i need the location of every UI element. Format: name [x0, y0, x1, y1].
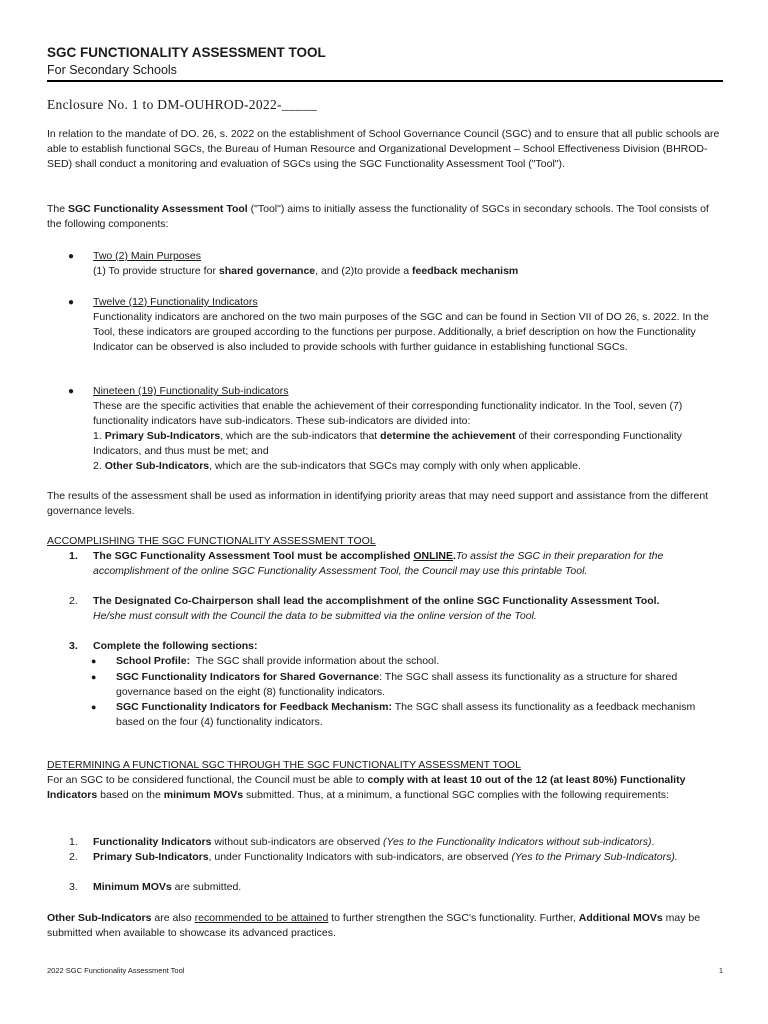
bullet-icon: ● — [68, 386, 75, 397]
results-paragraph: The results of the assessment shall be used as information in identifying priority areas that may need support and assistance from the different governance levels. — [47, 490, 709, 517]
text-span: of their corresponding Functionality Indicators, and thus must be met; and — [93, 430, 682, 457]
req-number: 2. — [69, 851, 78, 863]
bold-span: determine the achievement — [380, 430, 516, 442]
intro-paragraph: In relation to the mandate of DO. 26, s. 2022 on the establishment of School Governance Council (SGC) and to ensure that all public schools are able to establish functional SGCs, the Bureau of Human Resource and Organizational Development – School Effectiveness Division (BHROD-SED) shall conduct a monitoring and evaluation of SGCs using the SGC Functionality Assessment Tool ("Tool"). — [47, 128, 720, 170]
component-body — [93, 249, 723, 279]
bold-span: The SGC Functionality Assessment Tool must be accomplished — [93, 550, 414, 562]
bold-span: Primary Sub-Indicators — [104, 430, 221, 442]
step-number: 2. — [69, 595, 78, 607]
component-heading: Nineteen (19) Functionality Sub-indicators — [93, 385, 289, 397]
italic-span: (Yes to the Primary Sub-Indicators). — [511, 851, 678, 863]
italic-span: He/she must consult with the Council the data to be submitted via the online version of the Tool. — [93, 610, 537, 622]
bold-span: Primary Sub-Indicators — [93, 851, 209, 863]
step-number: 1. — [69, 550, 78, 562]
component-heading: Twelve (12) Functionality Indicators — [93, 296, 258, 308]
determining-paragraph — [47, 773, 723, 803]
bullet-icon: ● — [91, 656, 97, 666]
component-text: Functionality indicators are anchored on the two main purposes of the SGC and can be found in Section VII of DO 26, s. 2022. In the Tool, these indicators are grouped according to the functions per purpose. Additionally, a brief description on how the Functionality Indicator can be observed is also included to provide schools with further guidance in establishing functional SGCs. — [93, 311, 709, 353]
text-span: are also — [151, 912, 195, 924]
underlined-span: recommended to be attained — [194, 912, 329, 924]
req-body — [93, 850, 723, 865]
section-body — [116, 654, 701, 669]
bold-span: minimum MOVs — [163, 789, 244, 801]
bold-span: The Designated Co-Chairperson shall lead the accomplishment of the online SGC Functionality Assessment Tool. — [93, 595, 660, 607]
bullet-icon: ● — [68, 297, 75, 308]
text-span: without sub-indicators are observed — [211, 836, 384, 848]
bullet-icon: ● — [91, 702, 97, 712]
bullet-icon: ● — [68, 251, 75, 262]
text-span: (1) To provide structure for — [93, 265, 219, 277]
text-span: based on the — [97, 789, 164, 801]
italic-span: To assist the SGC in their preparation for the accomplishment of the online SGC Functionality Assessment Tool, the Council may use this printable Tool. — [93, 550, 664, 577]
text-span: The SGC shall provide information about the school. — [190, 655, 440, 667]
text-span: , which are the sub-indicators that — [220, 430, 381, 442]
component-body — [93, 384, 723, 474]
bold-span: Additional MOVs — [578, 912, 663, 924]
text-span: , and (2)to provide a — [315, 265, 413, 277]
bold-span: Other Sub-Indicators — [104, 460, 210, 472]
document-title: SGC FUNCTIONALITY ASSESSMENT TOOL — [47, 45, 326, 60]
req-number: 1. — [69, 836, 78, 848]
sub-indicator-type-2 — [93, 459, 723, 474]
step-body — [93, 594, 723, 624]
bold-span: School Profile: — [116, 655, 191, 667]
bold-span: Complete the following sections: — [93, 640, 258, 652]
step-number: 3. — [69, 640, 78, 652]
italic-span: (Yes to the Functionality Indicators without sub-indicators) — [383, 836, 652, 848]
bold-span: Functionality Indicators — [93, 836, 212, 848]
text-span: 1. — [93, 430, 105, 442]
text-span: to further strengthen the SGC's functionality. Further, — [328, 912, 579, 924]
text-span: . — [651, 836, 655, 848]
text-span: submitted. Thus, at a minimum, a functional SGC complies with the following requirements: — [243, 789, 669, 801]
req-body — [93, 880, 723, 895]
bullet-icon: ● — [91, 672, 97, 682]
tool-paragraph-pre: The — [47, 203, 69, 215]
bold-span: Other Sub-Indicators — [47, 912, 152, 924]
bold-span: SGC Functionality Indicators for Feedback Mechanism: — [116, 701, 392, 713]
component-text — [93, 264, 723, 279]
step-body — [93, 549, 723, 579]
req-body — [93, 835, 723, 850]
text-span: For an SGC to be considered functional, the Council must be able to — [47, 774, 368, 786]
text-span: 2. — [93, 460, 105, 472]
text-span: may be submitted when available to showcase its advanced practices. — [47, 912, 701, 939]
header-divider — [47, 80, 723, 82]
text-span: , under Functionality Indicators with sub-indicators, are observed — [208, 851, 512, 863]
closing-paragraph — [47, 911, 723, 941]
component-text: These are the specific activities that enable the achievement of their corresponding functionality indicator. In the Tool, seven (7) functionality indicators have sub-indicators. These sub-indicators are divided into: — [93, 400, 683, 427]
footer-title: 2022 SGC Functionality Assessment Tool — [47, 966, 185, 975]
tool-paragraph-post: ("Tool") aims to initially assess the functionality of SGCs in secondary schools. The Tool consists of the following components: — [47, 203, 709, 230]
component-heading: Two (2) Main Purposes — [93, 250, 201, 262]
text-span: , which are the sub-indicators that SGCs may comply with only when applicable. — [209, 460, 581, 472]
component-body — [93, 295, 723, 355]
req-number: 3. — [69, 881, 78, 893]
determining-heading: DETERMINING A FUNCTIONAL SGC THROUGH THE SGC FUNCTIONALITY ASSESSMENT TOOL — [47, 759, 521, 771]
enclosure-line: Enclosure No. 1 to DM-OUHROD-2022-_____ — [47, 97, 318, 112]
bold-span: shared governance — [218, 265, 316, 277]
bold-span: comply with at least 10 out of the 12 (at least 80%) Functionality Indicators — [47, 774, 686, 801]
bold-span: . — [452, 550, 456, 562]
sub-indicator-type-1 — [93, 429, 723, 459]
text-span: The SGC shall assess its functionality as a feedback mechanism based on the four (4) functionality indicators. — [116, 701, 696, 728]
text-span: : The SGC shall assess its functionality as a structure for shared governance based on the eight (8) functionality indicators. — [116, 671, 678, 698]
tool-name: SGC Functionality Assessment Tool — [68, 203, 248, 215]
document-subtitle: For Secondary Schools — [47, 63, 177, 77]
section-body — [116, 700, 701, 730]
bold-span: Minimum MOVs — [93, 881, 172, 893]
section-body — [116, 670, 701, 700]
online-word: ONLINE — [413, 550, 453, 562]
bold-span: feedback mechanism — [412, 265, 519, 277]
page-number: 1 — [718, 966, 723, 975]
text-span: are submitted. — [171, 881, 242, 893]
step-body — [93, 639, 723, 654]
bold-span: SGC Functionality Indicators for Shared Governance — [116, 671, 380, 683]
tool-paragraph — [47, 202, 723, 232]
accomplishing-heading: ACCOMPLISHING THE SGC FUNCTIONALITY ASSESSMENT TOOL — [47, 535, 376, 547]
